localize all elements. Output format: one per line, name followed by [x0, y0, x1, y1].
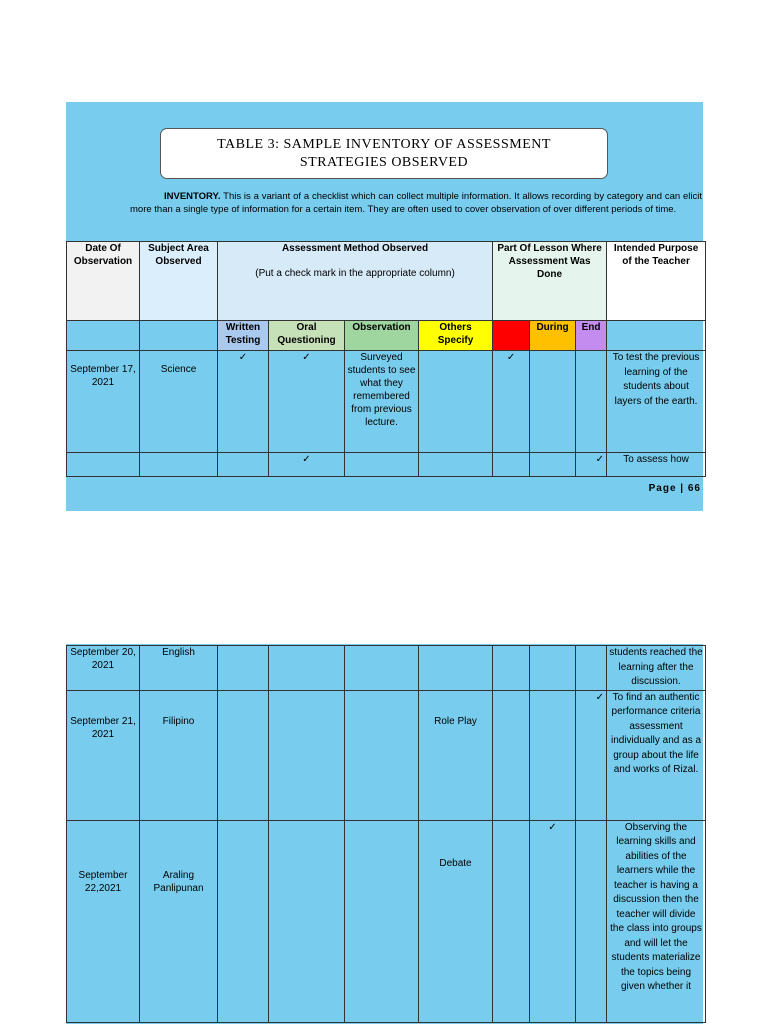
cell-subject: Filipino [140, 690, 218, 820]
document-page-66 [66, 102, 703, 511]
cell-written [218, 690, 269, 820]
cell-oral [269, 646, 345, 691]
intro-paragraph [130, 190, 702, 216]
cell-observation [345, 820, 419, 1022]
subheader-end: End [576, 321, 607, 351]
cell-observation [345, 646, 419, 691]
check-mark-oral: ✓ [269, 453, 345, 477]
table-row [67, 690, 706, 820]
cell-purpose: To test the previous learning of the students about layers of the earth. [607, 351, 706, 453]
intro-text: This is a variant of a checklist which can collect multiple information. It allows recording by category and can elicit more than a single type of information for a certain item. They are often used to cover observation of over different periods of time. [130, 191, 702, 215]
header-purpose: Intended Purpose of the Teacher [607, 242, 706, 321]
cell-purpose: students reached the learning after the discussion. [607, 646, 706, 691]
table-row [67, 820, 706, 1022]
subheader-others-specify: Others Specify [419, 321, 493, 351]
cell-subject: Araling Panlipunan [140, 820, 218, 1022]
cell-oral [269, 690, 345, 820]
cell-date: September 21, 2021 [67, 690, 140, 820]
cell-end [576, 351, 607, 453]
header-date: Date Of Observation [67, 242, 140, 321]
cell-purpose: To assess how [607, 453, 706, 477]
table-row [67, 453, 706, 477]
header-part-of-lesson: Part Of Lesson Where Assessment Was Done [493, 242, 607, 321]
cell-end [576, 646, 607, 691]
subheader-oral-questioning: Oral Questioning [269, 321, 345, 351]
subheader-empty-date [67, 321, 140, 351]
page-number: Page | 66 [648, 483, 701, 494]
cell-observation: Surveyed students to see what they remembered from previous lecture. [345, 351, 419, 453]
table-title-line-2: STRATEGIES OBSERVED [299, 155, 469, 170]
cell-others [419, 351, 493, 453]
subheader-start: Start [493, 321, 530, 351]
cell-date: September 17, 2021 [67, 351, 140, 453]
header-subject: Subject Area Observed [140, 242, 218, 321]
cell-written [218, 453, 269, 477]
cell-start [493, 690, 530, 820]
table-row [67, 646, 706, 691]
cell-others: Role Play [419, 690, 493, 820]
cell-date: September 22,2021 [67, 820, 140, 1022]
cell-during [530, 351, 576, 453]
cell-during [530, 453, 576, 477]
cell-observation [345, 453, 419, 477]
cell-subject [140, 453, 218, 477]
check-mark-written: ✓ [218, 351, 269, 453]
cell-others [419, 453, 493, 477]
cell-others: Debate [419, 820, 493, 1022]
inventory-table-part-1 [66, 241, 706, 477]
check-mark-during: ✓ [530, 820, 576, 1022]
header-method-title: Assessment Method Observed [281, 243, 429, 254]
header-method-note: (Put a check mark in the appropriate column) [255, 268, 455, 279]
cell-written [218, 820, 269, 1022]
cell-end [576, 820, 607, 1022]
intro-lead: INVENTORY. [164, 191, 221, 202]
inventory-table-part-2 [66, 645, 706, 1023]
cell-start [493, 453, 530, 477]
cell-oral [269, 820, 345, 1022]
cell-purpose: Observing the learning skills and abilities of the learners while the teacher is having a discussion then the teacher will divide the class into groups and will let the students materialize the topics being given whether it [607, 820, 706, 1022]
check-mark-end: ✓ [576, 690, 607, 820]
cell-during [530, 646, 576, 691]
table-title-box [160, 128, 608, 179]
subheader-written-testing: Written Testing [218, 321, 269, 351]
subheader-observation: Observation [345, 321, 419, 351]
document-page-67 [66, 644, 703, 1024]
cell-purpose: To find an authentic performance criteria assessment individually and as a group about the life and works of Rizal. [607, 690, 706, 820]
header-method [218, 242, 493, 321]
cell-start [493, 820, 530, 1022]
cell-start [493, 646, 530, 691]
check-mark-start: ✓ [493, 351, 530, 453]
subheader-empty-purpose [607, 321, 706, 351]
cell-others [419, 646, 493, 691]
cell-observation [345, 690, 419, 820]
cell-during [530, 690, 576, 820]
check-mark-oral: ✓ [269, 351, 345, 453]
cell-subject: English [140, 646, 218, 691]
table-row [67, 351, 706, 453]
cell-date: September 20, 2021 [67, 646, 140, 691]
table-title-line-1: TABLE 3: SAMPLE INVENTORY OF ASSESSMENT [217, 137, 551, 152]
cell-written [218, 646, 269, 691]
subheader-during: During [530, 321, 576, 351]
cell-subject: Science [140, 351, 218, 453]
cell-date [67, 453, 140, 477]
check-mark-end: ✓ [576, 453, 607, 477]
subheader-empty-subject [140, 321, 218, 351]
